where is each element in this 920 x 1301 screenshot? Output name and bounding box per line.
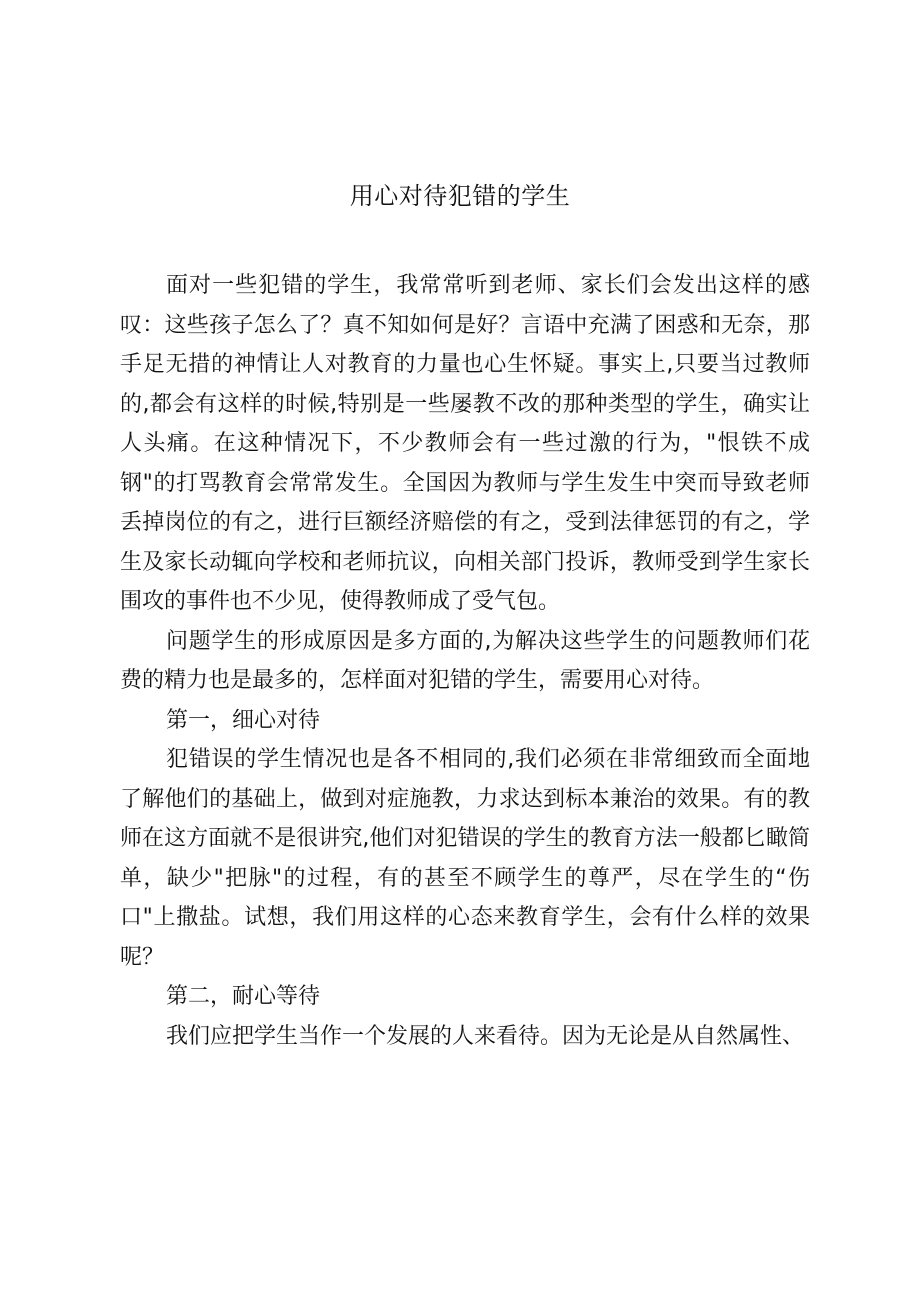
document-body [120, 266, 810, 1056]
section-heading-second: 第二，耐心等待 [166, 984, 321, 1009]
section-heading-first: 第一，细心对待 [166, 707, 321, 733]
paragraph-second: 我们应把学生当作一个发展的人来看待。因为无论是从自然属性、 [166, 1023, 805, 1049]
paragraph-causes: 问题学生的形成原因是多方面的,为解决这些学生的问题教师们花费的精力也是最多的，怎样面对犯错的学生，需要用心对待。 [120, 628, 810, 693]
paragraph-intro: 面对一些犯错的学生，我常常听到老师、家长们会发出这样的感叹：这些孩子怎么了？真不知如何是好？言语中充满了困惑和无奈，那手足无措的神情让人对教育的力量也心生怀疑。事实上,只要当过教师的,都会有这样的时候,特别是一些屡教不改的那种类型的学生，确实让人头痛。在这种情况下，不少教师会有一些过激的行为，"恨铁不成钢"的打骂教育会常常发生。全国因为教师与学生发生中突而导致老师丢掉岗位的有之，进行巨额经济赔偿的有之，受到法律惩罚的有之，学生及家长动辄向学校和老师抗议，向相关部门投诉，教师受到学生家长围攻的事件也不少见，使得教师成了受气包。 [120, 273, 810, 614]
document-title: 用心对待犯错的学生 [349, 182, 571, 210]
paragraph-first: 犯错误的学生情况也是各不相同的,我们必须在非常细致而全面地了解他们的基础上，做到对症施教，力求达到标本兼治的效果。有的教师在这方面就不是很讲究,他们对犯错误的学生的教育方法一般都匕瞰简单，缺少"把脉"的过程，有的甚至不顾学生的尊严，尽在学生的“伤口"上撒盐。试想，我们用这样的心态来教育学生，会有什么样的效果呢？ [120, 747, 810, 970]
